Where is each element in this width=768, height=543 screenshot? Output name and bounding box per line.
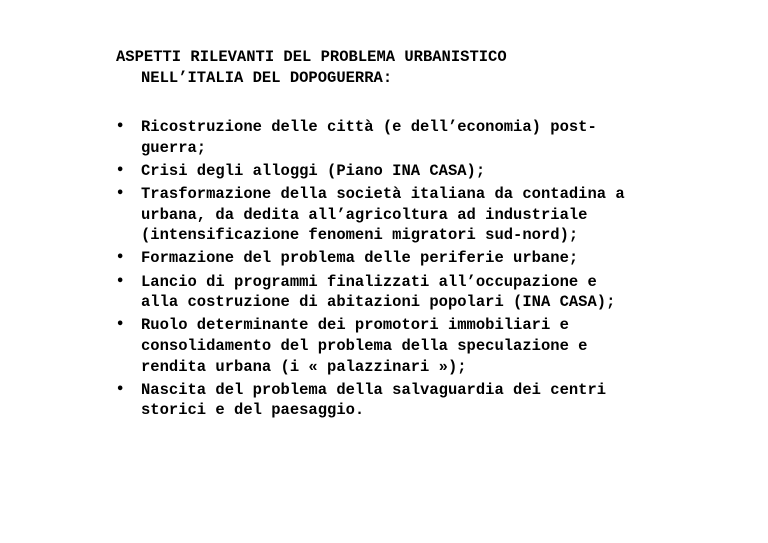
bullet-icon: •	[116, 119, 125, 134]
bullet-text-line: rendita urbana (i « palazzinari »);	[141, 357, 467, 376]
bullet-text-line: consolidamento del problema della speculazione e	[141, 336, 588, 355]
bullet-item-programs	[116, 272, 756, 313]
bullet-icon: •	[116, 162, 125, 178]
bullet-icon: •	[116, 250, 125, 266]
bullet-icon: •	[116, 185, 125, 201]
bullet-text-line: (intensificazione fenomeni migratori sud-nord);	[141, 226, 579, 245]
bullet-item-society-transformation	[116, 184, 756, 246]
bullet-text-line: alla costruzione di abitazioni popolari (INA CASA);	[141, 293, 616, 312]
bullet-text-line: Formazione del problema delle periferie urbane;	[141, 249, 579, 268]
bullet-item-developers	[116, 315, 756, 377]
bullet-text-line: storici e del paesaggio.	[141, 401, 365, 420]
bullet-text-line: Crisi degli alloggi (Piano INA CASA);	[141, 161, 486, 180]
bullet-text-line: urbana, da dedita all’agricoltura ad industriale	[141, 205, 588, 224]
bullet-item-housing-crisis	[116, 161, 756, 182]
title-line-2: NELL’ITALIA DEL DOPOGUERRA:	[141, 69, 393, 87]
bullet-item-heritage	[116, 380, 756, 421]
bullet-text-line: guerra;	[141, 138, 207, 157]
bullet-list	[116, 117, 756, 423]
title-line-1: ASPETTI RILEVANTI DEL PROBLEMA URBANISTICO	[116, 48, 507, 66]
bullet-icon: •	[116, 317, 125, 333]
bullet-text-line: Lancio di programmi finalizzati all’occupazione e	[141, 272, 597, 291]
bullet-text-line: Trasformazione della società italiana da contadina a	[141, 184, 625, 203]
bullet-text-line: Ruolo determinante dei promotori immobiliari e	[141, 316, 569, 335]
bullet-text-line: Ricostruzione delle città (e dell’economia) post-	[141, 118, 597, 136]
bullet-item-reconstruction	[116, 117, 756, 158]
bullet-icon: •	[116, 273, 125, 289]
bullet-icon: •	[116, 381, 125, 397]
slide-title	[116, 47, 736, 89]
bullet-text-line: Nascita del problema della salvaguardia dei centri	[141, 380, 607, 399]
bullet-item-suburbs	[116, 248, 756, 269]
